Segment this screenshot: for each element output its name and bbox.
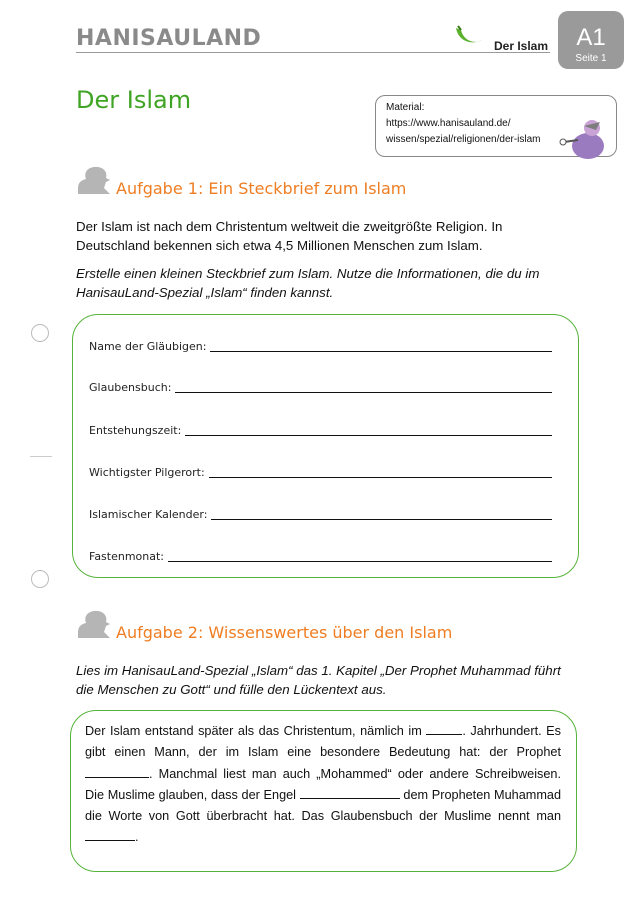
field-label: Name der Gläubigen:: [89, 340, 207, 353]
hanisau-leaf-icon: [452, 24, 484, 53]
cloze-part: Der Islam entstand später als das Christentum, nämlich im: [85, 724, 427, 738]
profile-box: [72, 314, 579, 578]
task1-instruction: Erstelle einen kleinen Steckbrief zum Islam. Nutze die Informationen, die du im HanisauLand-Spezial „Islam“ finden kannst.: [76, 266, 540, 300]
blank-century[interactable]: [426, 722, 462, 735]
header-title: Der Islam: [494, 39, 549, 53]
punch-hole-icon: [31, 570, 49, 588]
field-label: Glaubensbuch:: [89, 381, 172, 394]
field-label: Islamischer Kalender:: [89, 508, 208, 521]
material-url-line1: https://www.hanisauland.de/: [386, 118, 511, 129]
task2-heading: Aufgabe 2: Wissenswertes über den Islam: [116, 623, 453, 642]
fold-mark: [30, 456, 52, 457]
blank-angel[interactable]: [300, 786, 400, 799]
field-label: Fastenmonat:: [89, 550, 165, 563]
cloze-part: . Jahrhundert. Es gibt einen Mann, der im Islam eine besondere Bedeutung hat: der Prophet: [85, 724, 561, 760]
field-label: Entstehungszeit:: [89, 424, 182, 437]
blank-holy-book[interactable]: [85, 828, 135, 841]
field-calendar[interactable]: [89, 505, 552, 521]
cloze-part: . Manchmal liest man auch „Mohammed“ oder andere Schreibweisen. Die Muslime glauben, dass der Engel: [85, 766, 561, 802]
head-silhouette-icon: [76, 166, 112, 199]
field-origin-time[interactable]: [89, 421, 552, 437]
answer-line[interactable]: [209, 476, 552, 478]
cloze-part: dem Propheten Muhammad die Worte von Gott überbracht hat. Das Glaubensbuch der Muslime nennt man: [85, 787, 562, 824]
task1-heading: Aufgabe 1: Ein Steckbrief zum Islam: [116, 179, 407, 198]
task2-instruction: Lies im HanisauLand-Spezial „Islam“ das 1. Kapitel „Der Prophet Muhammad führt die Menschen zu Gott“ und fülle den Lückentext aus.: [76, 663, 561, 697]
character-icon: [556, 116, 618, 165]
badge-page: Seite 1: [575, 53, 607, 64]
answer-line[interactable]: [175, 391, 552, 393]
answer-line[interactable]: [168, 560, 552, 562]
field-fasting-month[interactable]: [89, 547, 552, 563]
punch-hole-icon: [31, 324, 49, 342]
cloze-text: [85, 721, 561, 849]
head-silhouette-icon: [76, 610, 112, 643]
level-badge: [558, 11, 624, 69]
blank-prophet[interactable]: [85, 765, 149, 778]
field-holy-book[interactable]: [89, 378, 552, 394]
cloze-box: [70, 710, 577, 872]
answer-line[interactable]: [185, 434, 552, 436]
answer-line[interactable]: [210, 350, 552, 352]
cloze-part: .: [135, 830, 139, 845]
answer-line[interactable]: [211, 518, 552, 520]
field-label: Wichtigster Pilgerort:: [89, 466, 205, 479]
material-label: Material:: [386, 102, 425, 113]
page-title: Der Islam: [76, 86, 192, 114]
badge-level: A1: [576, 24, 606, 51]
hanisauland-logo: HANISAULAND: [76, 26, 262, 51]
task1-intro: Der Islam ist nach dem Christentum weltweit die zweitgrößte Religion. In Deutschland bekennen sich etwa 4,5 Millionen Menschen zum Islam.: [76, 219, 503, 253]
field-pilgrimage[interactable]: [89, 463, 552, 479]
material-url-line2: wissen/spezial/religionen/der-islam: [386, 134, 541, 145]
field-name-believers[interactable]: [89, 337, 552, 353]
